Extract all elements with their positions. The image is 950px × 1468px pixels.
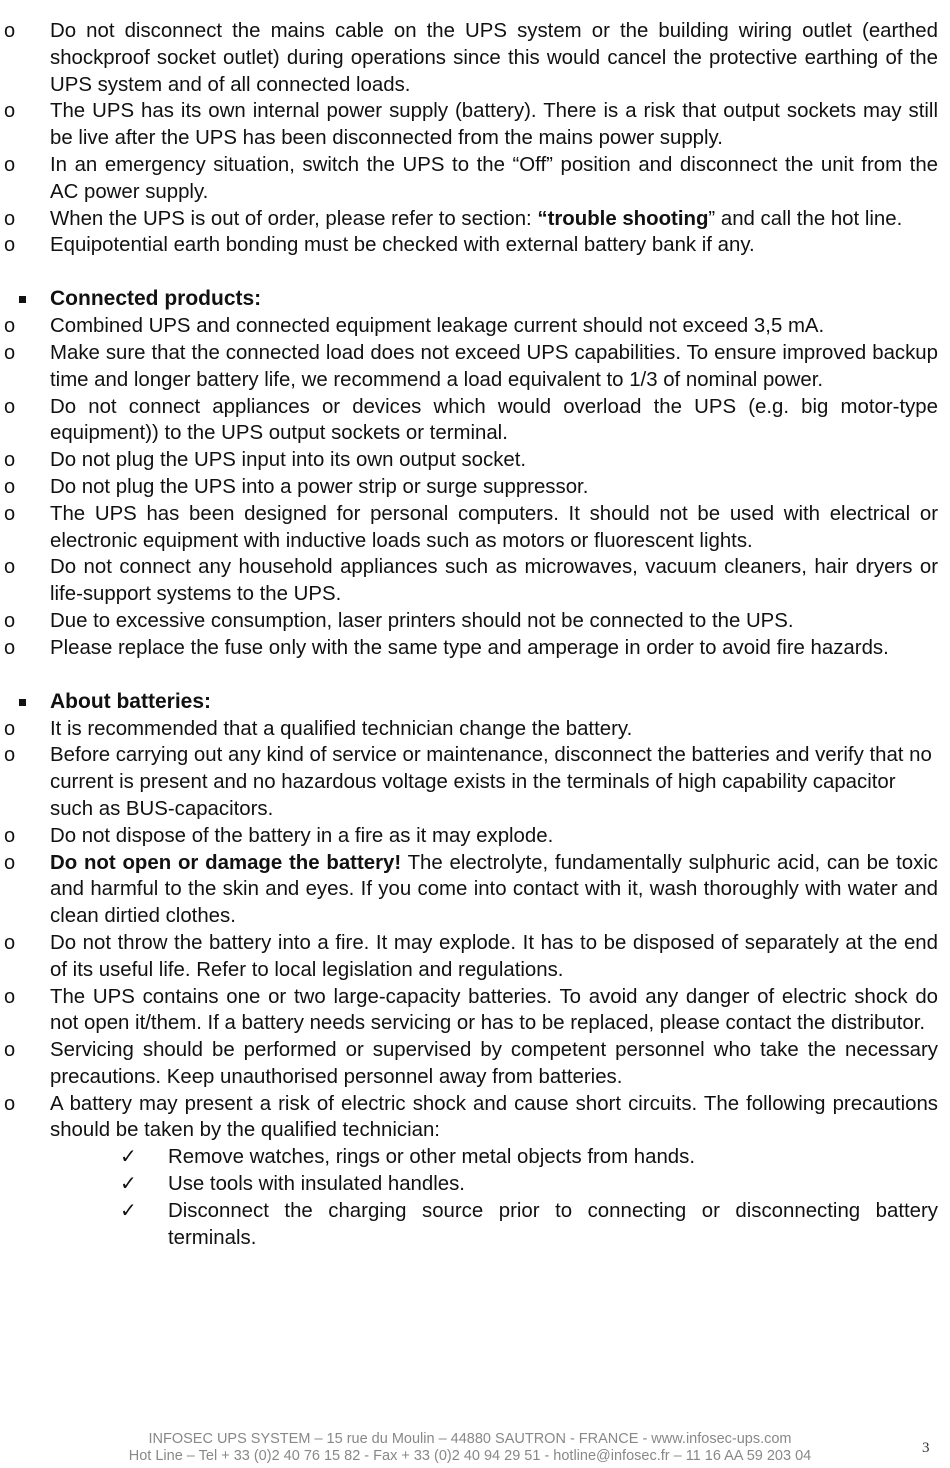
item-text: Servicing should be performed or supervised by competent personnel who take the necessary precautions. Keep unauthorised personnel away from batteries. [50,1039,938,1088]
section-heading-about-batteries [0,688,950,716]
list-item [0,313,950,340]
footer-contact: Hot Line – Tel + 33 (0)2 40 76 15 82 - Fax + 33 (0)2 40 94 29 51 - hotline@infosec.fr – 11 16 AA 59 203 04 [128,1448,812,1464]
list-item [0,474,950,501]
item-text: Due to excessive consumption, laser printers should not be connected to the UPS. [50,609,794,632]
item-text: Please replace the fuse only with the same type and amperage in order to avoid fire hazards. [50,636,889,659]
item-text: The UPS contains one or two large-capacity batteries. To avoid any danger of electric shock do not open it/them. If a battery needs servicing or has to be replaced, please contact the distributor. [50,985,938,1035]
bullet-marker: o [4,556,16,579]
item-text: Do not disconnect the mains cable on the UPS system or the building wiring outlet (earthed shockproof socket outlet) during operations since this would cancel the protective earthing of the UPS system and of all connected loads. [50,20,938,96]
page-number: 3 [922,1440,930,1456]
item-text: Equipotential earth bonding must be checked with external battery bank if any. [50,234,755,257]
item-text: It is recommended that a qualified technician change the battery. [50,717,633,740]
bullet-marker: o [4,636,16,659]
heading-text: Connected products: [50,287,262,311]
list-item [0,850,950,930]
list-item [0,232,950,259]
heading-text: About batteries: [50,689,212,713]
item-text: Do not dispose of the battery in a fire as it may explode. [50,824,554,847]
bullet-marker: o [4,449,16,472]
trouble-shooting-reference: “trouble shooting [537,207,709,230]
list-item [0,984,950,1038]
bullet-marker: o [4,315,16,338]
item-text: The UPS has its own internal power supply (battery). There is a risk that output sockets may still be live after the UPS has been disconnected from the mains power supply. [50,100,938,150]
item-text: Do not connect appliances or devices which would overload the UPS (e.g. big motor-type equipment)) to the UPS output sockets or terminal. [50,395,938,445]
list-item [0,206,950,233]
item-text: Disconnect the charging source prior to connecting or disconnecting battery terminals. [168,1199,938,1249]
item-text: Do not connect any household appliances such as microwaves, vacuum cleaners, hair dryers or life-support systems to the UPS. [50,556,938,606]
item-text: When the UPS is out of order, please refer to section: [50,207,538,230]
list-item [0,823,950,850]
bullet-marker: o [4,20,16,42]
item-text: Combined UPS and connected equipment leakage current should not exceed 3,5 mA. [50,315,825,338]
list-item [0,635,950,662]
bullet-marker: o [4,100,16,123]
bullet-marker: o [4,609,16,632]
bullet-marker: o [4,985,16,1008]
footer-address: INFOSEC UPS SYSTEM – 15 rue du Moulin – 44880 SAUTRON - FRANCE - www.infosec-ups.com [148,1431,792,1447]
bullet-marker: o [4,475,16,498]
item-text: Make sure that the connected load does not exceed UPS capabilities. To ensure improved backup time and longer battery life, we recommend a load equivalent to 1/3 of nominal power. [50,341,938,391]
page-footer [0,1431,940,1465]
list-item [0,394,950,448]
list-item [0,716,950,743]
list-item [0,98,950,152]
item-text: Do not plug the UPS input into its own output socket. [50,449,527,472]
bullet-marker: o [4,824,16,847]
item-text: Remove watches, rings or other metal objects from hands. [168,1146,695,1169]
list-item [0,18,950,98]
item-text: A battery may present a risk of electric shock and cause short circuits. The following precautions should be taken by the qualified technician: [50,1092,938,1142]
bullet-marker: o [4,341,16,364]
item-text: The UPS has been designed for personal computers. It should not be used with electrical or electronic equipment with inductive loads such as motors or fluorescent lights. [50,502,938,552]
check-item [0,1171,950,1198]
bullet-marker: o [4,234,16,257]
item-text: The electrolyte, fundamentally sulphuric acid, can be toxic and harmful to the skin and eyes. If you come into contact with it, wash thoroughly with water and clean dirtied clothes. [50,851,938,928]
bullet-marker: o [4,744,16,767]
check-item [0,1198,950,1252]
list-item [0,930,950,984]
list-item [0,554,950,608]
list-item [0,608,950,635]
bullet-marker: o [4,851,16,874]
item-text: In an emergency situation, switch the UPS to the “Off” position and disconnect the unit from the AC power supply. [50,153,938,203]
battery-warning-emphasis: Do not open or damage the battery! [50,851,402,874]
section-heading-connected-products [0,285,950,313]
bullet-marker: o [4,207,16,230]
bullet-marker: o [4,717,16,740]
item-text: Do not throw the battery into a fire. It may explode. It has to be disposed of separately at the end of its useful life. Refer to local legislation and regulations. [50,931,938,981]
list-item [0,501,950,555]
list-item [0,447,950,474]
list-item [0,152,950,206]
list-item [0,1091,950,1145]
bullet-marker: o [4,1092,16,1115]
bullet-marker: o [4,395,16,418]
checkmark-icon: ✓ [120,1146,137,1169]
checkmark-icon: ✓ [120,1199,137,1222]
item-text: ” and call the hot line. [708,207,903,230]
checkmark-icon: ✓ [120,1173,137,1196]
item-text: Use tools with insulated handles. [168,1173,465,1196]
bullet-marker: o [4,153,16,176]
bullet-marker: o [4,931,16,954]
item-text: Do not plug the UPS into a power strip or surge suppressor. [50,475,589,498]
check-item [0,1144,950,1171]
item-text: Before carrying out any kind of service or maintenance, disconnect the batteries and verify that no current is present and no hazardous voltage exists in the terminals of high capability capacitor such as BUS-capacitors. [50,744,932,820]
list-item [0,340,950,394]
list-item [0,1037,950,1091]
list-item [0,742,950,822]
square-bullet-icon [19,296,26,303]
bullet-marker: o [4,502,16,525]
bullet-marker: o [4,1039,16,1062]
square-bullet-icon [19,699,26,706]
